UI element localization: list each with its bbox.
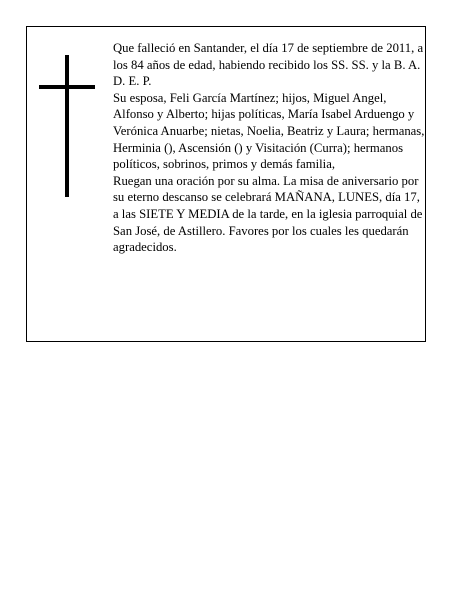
mass-announcement: Ruegan una oración por su alma. La misa de aniversario por su eterno descanso se celebrará MAÑANA, LUNES, día 17, a las SIETE Y MEDIA de la tarde, en la iglesia parroquial de San José, de Astillero. Favores por los cuales les quedarán agradecidos. [113,173,423,255]
cross-vertical-bar [65,55,69,197]
family-list: Su esposa, Feli García Martínez; hijos, Miguel Angel, Alfonso y Alberto; hijas políticas, María Isabel Arduengo y Verónica Anuarbe; nietas, Noelia, Beatriz y Laura; hermanas, Herminia (), Ascensión () y Visitación (Curra); hermanos políticos, sobrinos, primos y demás familia, [113,90,425,172]
obituary-notice [26,26,426,342]
cross-horizontal-bar [39,85,95,89]
death-announcement: Que falleció en Santander, el día 17 de septiembre de 2011, a los 84 años de edad, habiendo recibido los SS. SS. y la B. A. [113,41,424,72]
cross-icon [39,55,95,197]
obituary-text [113,40,425,256]
rest-in-peace: D. E. P. [113,74,152,89]
